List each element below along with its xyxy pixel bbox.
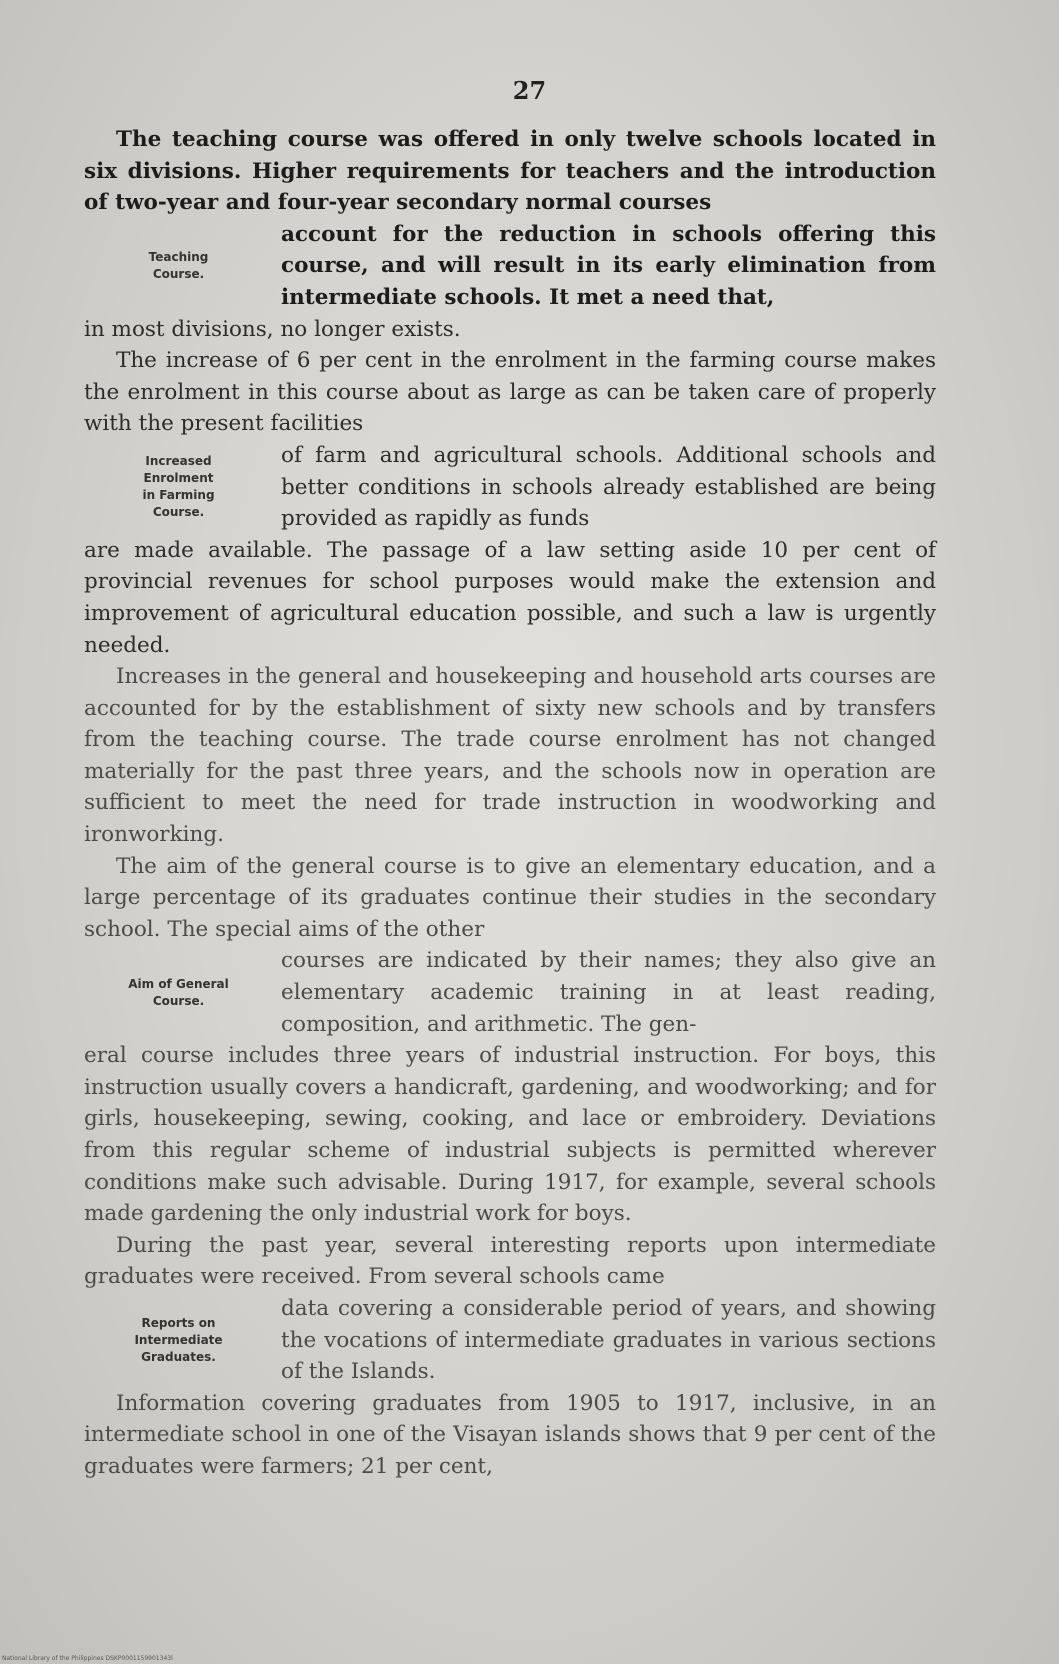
reports-side-block <box>84 1293 936 1388</box>
general-side-block <box>84 945 936 1040</box>
paragraph-general-end: eral course includes three years of industrial instruction. For boys, this instruction usually covers a handicraft, gardening, and woodworking; and for girls, housekeeping, sewing, cooking, and lace or embroidery. Deviations from this regular scheme of industrial subjects is permitted wherever conditions make such advisable. During 1917, for example, several schools made gardening the only industrial work for boys. <box>84 1043 936 1227</box>
teaching-side-block <box>84 219 936 314</box>
paragraph-general-side: courses are indicated by their names; they also give an elementary academic training in at least reading, composition, and arithmetic. The gen- <box>281 948 936 1037</box>
paragraph-reports-side: data covering a considerable period of years, and showing the vocations of intermediate graduates in various sections of the Islands. <box>281 1295 936 1385</box>
paragraph-teaching-side: account for the reduction in schools offering this course, and will result in its early elimination from intermediate schools. It met a need that, <box>281 221 936 310</box>
farming-side-block <box>84 440 936 535</box>
side-note-reports: Reports on Intermediate Graduates. <box>134 1315 223 1364</box>
side-note-farming: Increased Enrolment in Farming Course. <box>142 454 215 520</box>
paragraph-increases: Increases in the general and housekeeping and household arts courses are accounted for by the establishment of sixty new schools and by transfers from the teaching course. The trade course enrolment has not changed materially for the past three years, and the schools now in operation are sufficient to meet the need for trade instruction in woodworking and ironworking. <box>84 664 936 848</box>
paragraph-farming-top: The increase of 6 per cent in the enrolment in the farming course makes the enrolment in this course about as large as can be taken care of properly with the present facilities <box>84 348 936 437</box>
page-number: 27 <box>512 76 547 105</box>
paragraph-general-top: The aim of the general course is to give an elementary education, and a large percentage of its graduates continue their studies in the secondary school. The special aims of the other <box>84 853 936 942</box>
scan-footer: National Library of the Philippines DSKP0001159901343l <box>2 1655 173 1662</box>
paragraph-teaching-top: The teaching course was offered in only twelve schools located in six divisions. Higher requirements for teachers and the introduction of two-year and four-year secondary normal courses <box>84 127 936 216</box>
paragraph-reports-top: During the past year, several interesting reports upon intermediate graduates were received. From several schools came <box>84 1232 936 1290</box>
paragraph-farming-end: are made available. The passage of a law setting aside 10 per cent of provincial revenues for school purposes would make the extension and improvement of agricultural education possible, and such a law is urgently needed. <box>84 537 936 658</box>
side-note-teaching: Teaching Course. <box>148 250 209 282</box>
paragraph-farming-side: of farm and agricultural schools. Additional schools and better conditions in schools already established are being provided as rapidly as funds <box>281 442 936 532</box>
paragraph-teaching-end: in most divisions, no longer exists. <box>84 316 461 342</box>
paragraph-information: Information covering graduates from 1905 to 1917, inclusive, in an intermediate school in one of the Visayan islands shows that 9 per cent of the graduates were farmers; 21 per cent, <box>84 1390 936 1479</box>
body-text <box>84 124 936 1483</box>
side-note-general: Aim of General Course. <box>128 976 229 1008</box>
